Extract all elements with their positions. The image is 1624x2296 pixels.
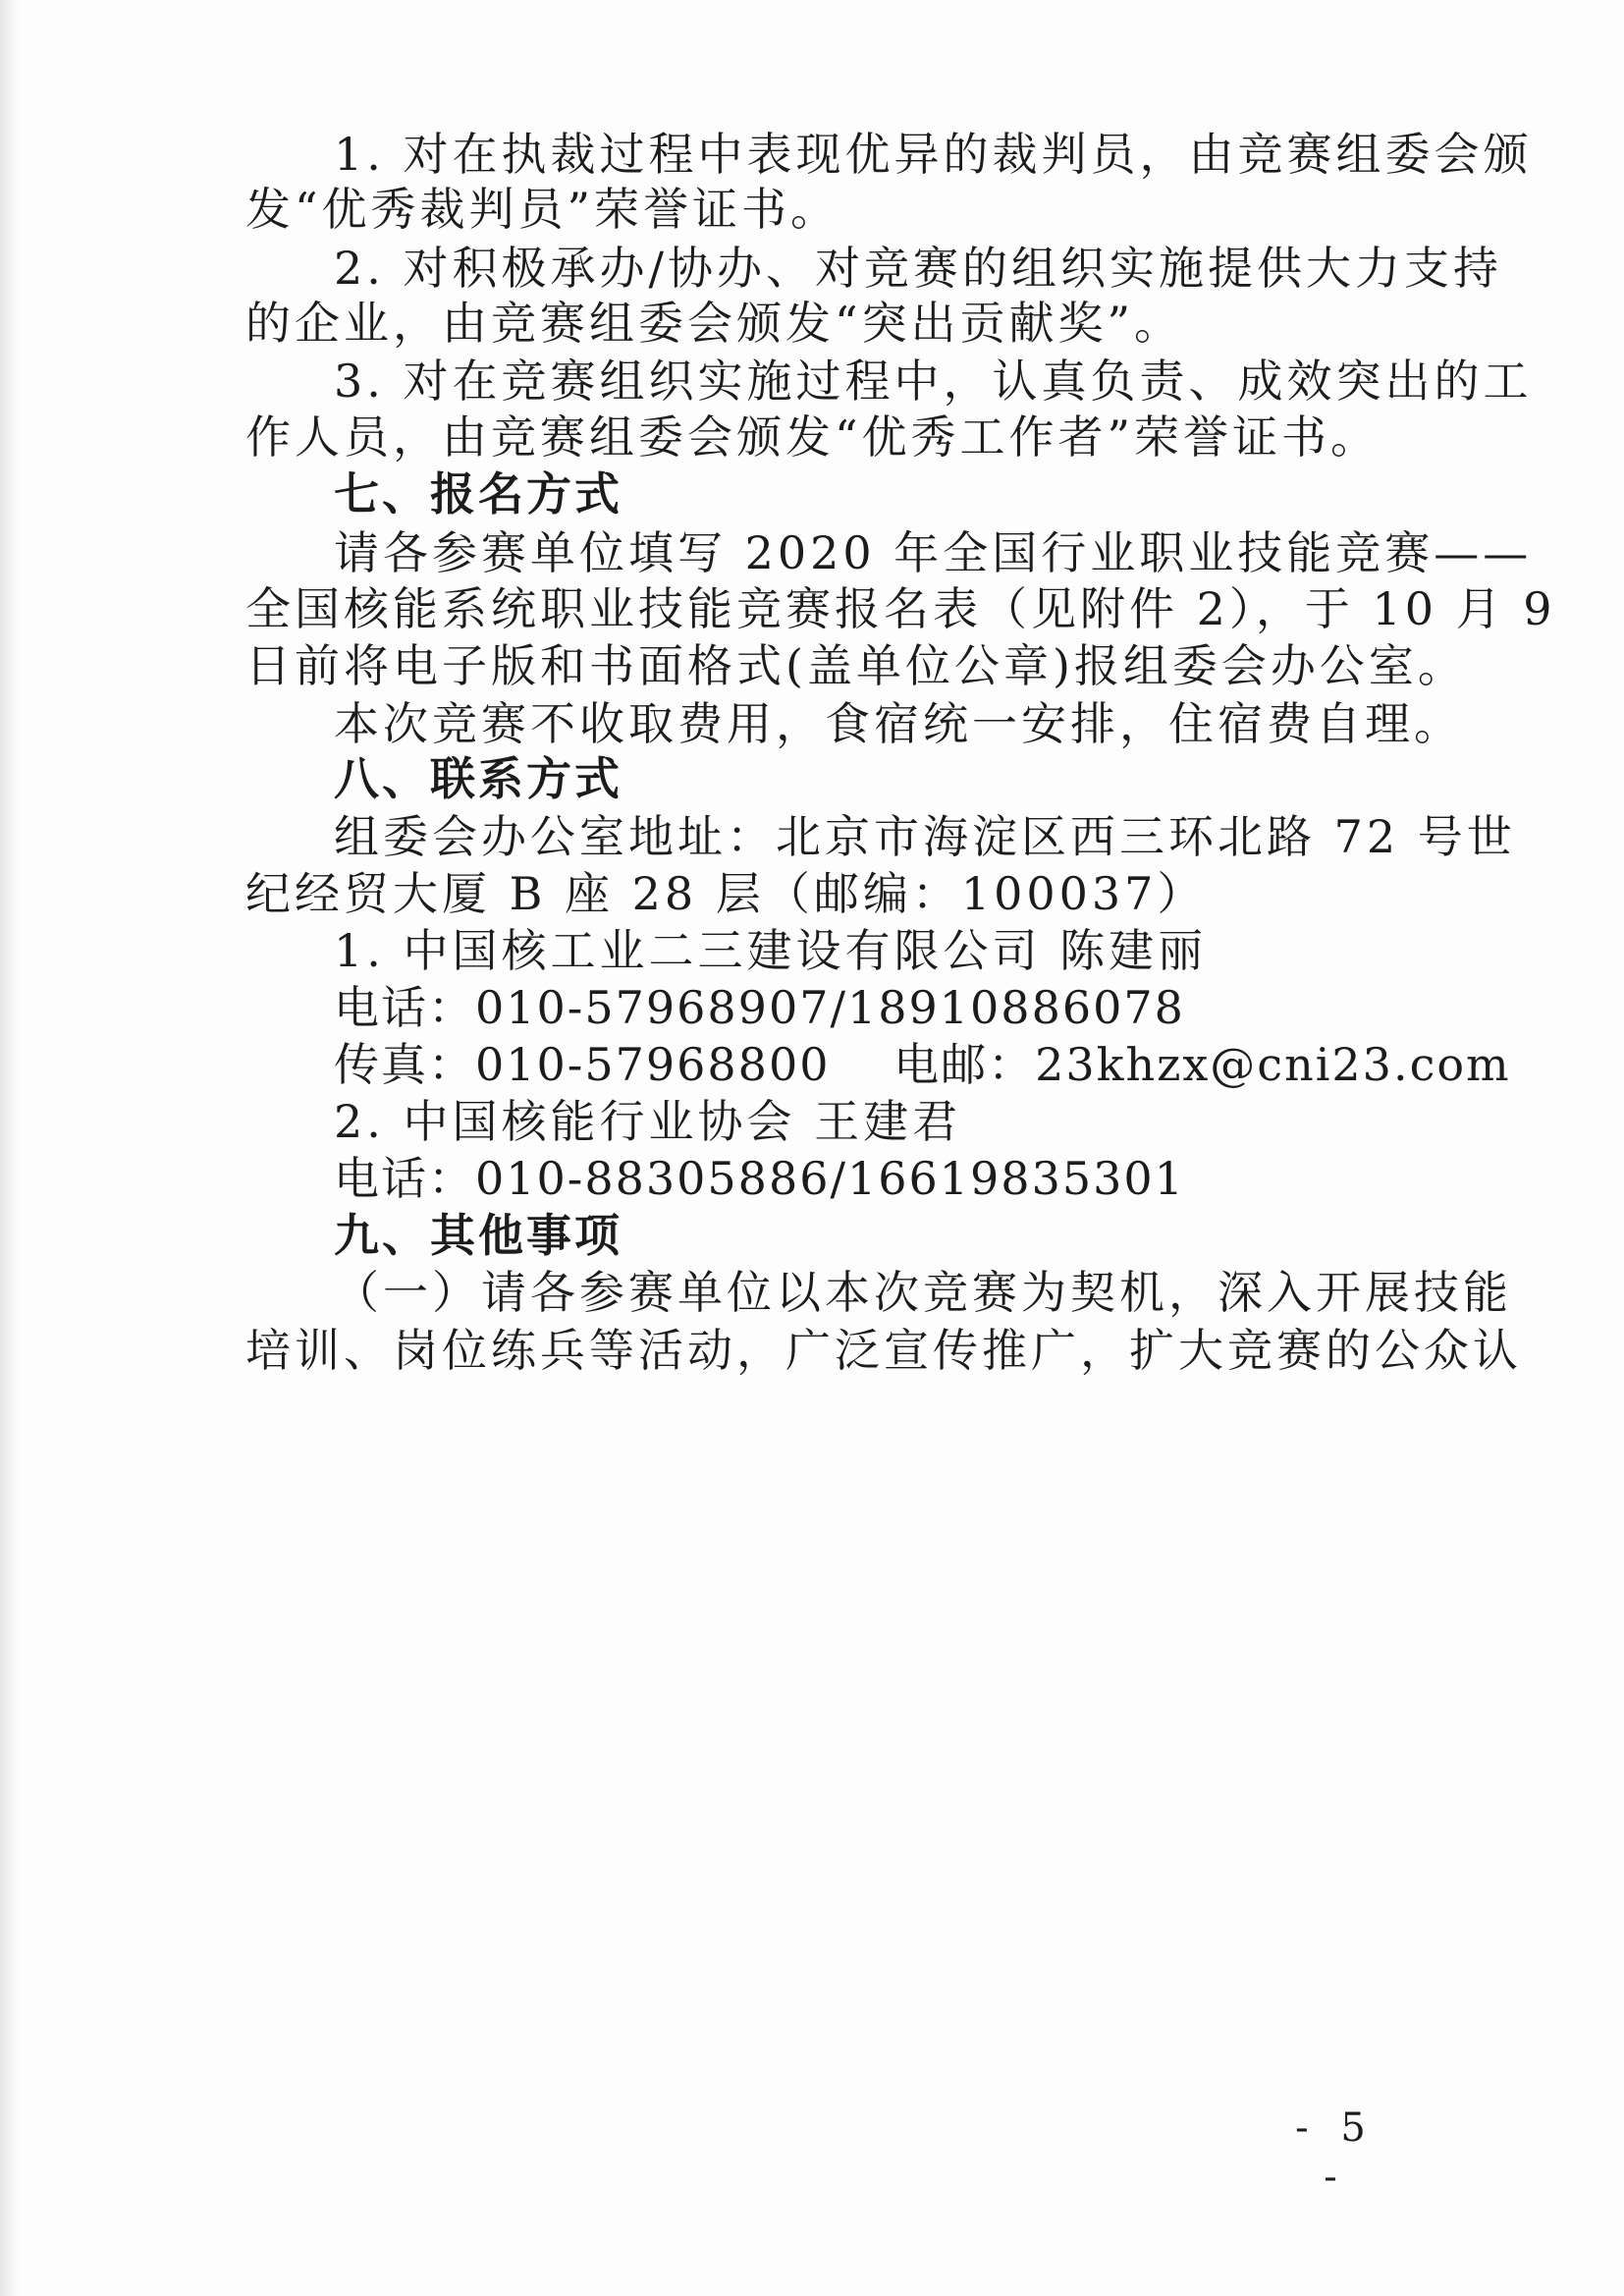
office-address-line-2: 纪经贸大厦 B 座 28 层（邮编：100037）	[245, 867, 1207, 920]
award-item-2-line-1: 2. 对积极承办/协办、对竞赛的组织实施提供大力支持	[334, 242, 1503, 295]
section-heading-registration: 七、报名方式	[334, 467, 623, 520]
contact-2-name: 2. 中国核能行业协会 王建君	[334, 1095, 962, 1148]
other-paragraph-line-2: 培训、岗位练兵等活动，广泛宣传推广，扩大竞赛的公众认	[245, 1324, 1522, 1377]
contact-1-name: 1. 中国核工业二三建设有限公司 陈建丽	[334, 924, 1208, 977]
award-item-2-line-2: 的企业，由竞赛组委会颁发“突出贡献奖”。	[245, 297, 1184, 350]
section-heading-contact: 八、联系方式	[334, 752, 623, 805]
award-item-1-line-2: 发“优秀裁判员”荣誉证书。	[245, 183, 840, 236]
registration-paragraph-line-1: 请各参赛单位填写 2020 年全国行业职业技能竞赛——	[334, 526, 1533, 579]
contact-2-phone: 电话：010-88305886/16619835301	[334, 1152, 1185, 1205]
contact-1-fax-email: 传真：010-57968800 电邮：23khzx@cni23.com	[334, 1038, 1511, 1091]
section-heading-other: 九、其他事项	[334, 1209, 623, 1262]
office-address-line-1: 组委会办公室地址：北京市海淀区西三环北路 72 号世	[334, 810, 1516, 863]
award-item-1-line-1: 1. 对在执裁过程中表现优异的裁判员，由竞赛组委会颁	[334, 128, 1533, 181]
registration-paragraph-line-3: 日前将电子版和书面格式(盖单位公章)报组委会办公室。	[245, 639, 1467, 692]
contact-1-phone: 电话：010-57968907/18910886078	[334, 981, 1185, 1034]
award-item-3-line-1: 3. 对在竞赛组织实施过程中，认真负责、成效突出的工	[334, 355, 1533, 408]
registration-paragraph-line-2: 全国核能系统职业技能竞赛报名表（见附件 2），于 10 月 9	[245, 582, 1556, 635]
scan-edge-shadow	[0, 0, 18, 2296]
fee-paragraph: 本次竞赛不收取费用，食宿统一安排，住宿费自理。	[334, 697, 1463, 750]
award-item-3-line-2: 作人员，由竞赛组委会颁发“优秀工作者”荣誉证书。	[245, 410, 1380, 464]
page-number: - 5 -	[1295, 2105, 1376, 2200]
other-paragraph-line-1: （一）请各参赛单位以本次竞赛为契机，深入开展技能	[334, 1266, 1512, 1319]
